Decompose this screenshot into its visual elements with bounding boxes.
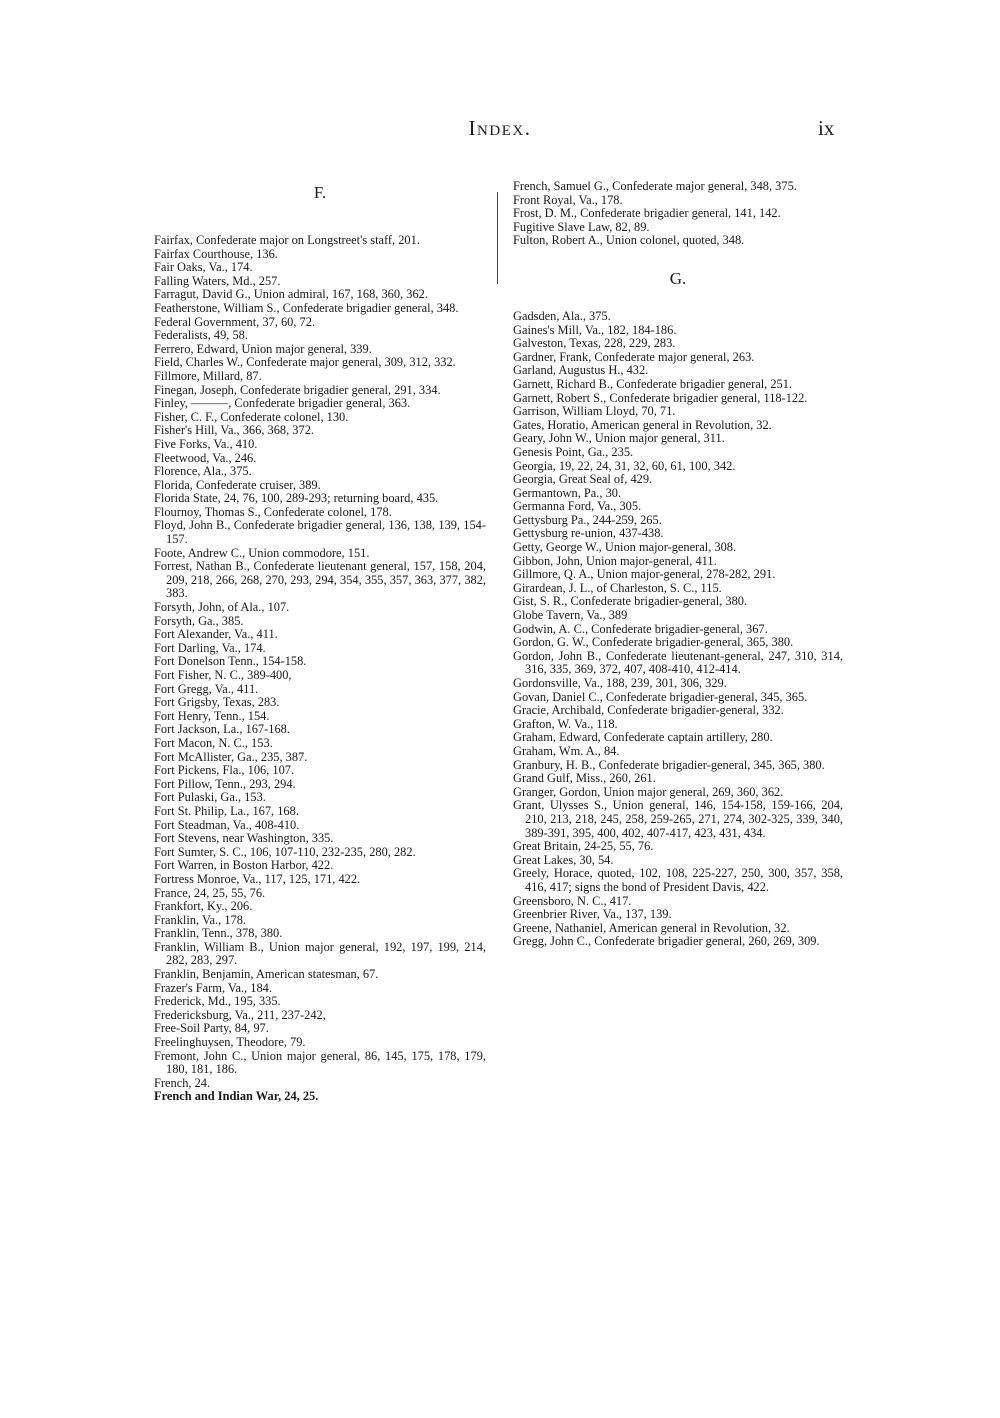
index-entry: Fort Macon, N. C., 153. <box>154 735 273 750</box>
index-entry: Georgia, Great Seal of, 429. <box>513 472 653 487</box>
index-entry: Great Britain, 24-25, 55, 76. <box>513 839 654 854</box>
index-entry: Falling Waters, Md., 257. <box>154 273 281 288</box>
index-entry: Fillmore, Millard, 87. <box>154 368 262 383</box>
index-entry: Garnett, Richard B., Confederate brigadier general, 251. <box>513 376 793 391</box>
index-entry: Grant, Ulysses S., Union general, 146, 154-158, 159-166, 204, 210, 213, 218, 245, 258, 259-265, 271, 274, 302-325, 339, 340, 389-391, 395, 400, 402, 407-417, 423, 431, 434. <box>513 798 843 840</box>
index-entry: Fort Alexander, Va., 411. <box>154 627 278 642</box>
index-entry: Franklin, Va., 178. <box>154 912 247 927</box>
index-entry: Gordonsville, Va., 188, 239, 301, 306, 329. <box>513 676 727 690</box>
page-title: Index. <box>468 116 532 140</box>
index-entry: Five Forks, Va., 410. <box>154 436 258 451</box>
index-entry: Fort McAllister, Ga., 235, 387. <box>154 749 308 764</box>
index-entry: Fairfax, Confederate major on Longstreet's staff, 201. <box>154 233 420 247</box>
index-entry: Greenbrier River, Va., 137, 139. <box>513 907 672 922</box>
index-entry: Gregg, John C., Confederate brigadier general, 260, 269, 309. <box>513 934 820 949</box>
index-entry: Gist, S. R., Confederate brigadier-general, 380. <box>513 594 748 609</box>
letter-heading-f: F. <box>313 183 327 202</box>
index-entry: Freelinghuysen, Theodore, 79. <box>154 1035 306 1050</box>
index-entry: Fort Pickens, Fla., 106, 107. <box>154 763 295 778</box>
index-entry: Granger, Gordon, Union major general, 269, 360, 362. <box>513 784 784 799</box>
index-entry: Great Lakes, 30, 54. <box>513 852 614 867</box>
index-entry: Galveston, Texas, 228, 229, 283. <box>513 336 676 351</box>
index-entry: Frazer's Farm, Va., 184. <box>154 980 272 995</box>
index-entry: Gates, Horatio, American general in Revolution, 32. <box>513 417 772 432</box>
index-entry: Ferrero, Edward, Union major general, 339. <box>154 341 372 356</box>
index-entry: Girardean, J. L., of Charleston, S. C., 115. <box>513 580 722 595</box>
index-entry: Fisher's Hill, Va., 366, 368, 372. <box>154 423 314 438</box>
index-entry: Gibbon, John, Union major-general, 411. <box>513 553 717 568</box>
index-entry: Garrison, William Lloyd, 70, 71. <box>513 404 676 419</box>
index-entry: Graham, Edward, Confederate captain artillery, 280. <box>513 730 773 745</box>
index-entry: Field, Charles W., Confederate major general, 309, 312, 332. <box>154 355 456 370</box>
index-entry: Finley, ———, Confederate brigadier general, 363. <box>154 396 411 411</box>
index-entry: Fugitive Slave Law, 82, 89. <box>513 219 650 234</box>
index-entry: Franklin, Tenn., 378, 380. <box>154 926 283 941</box>
index-entry: Greene, Nathaniel, American general in Revolution, 32. <box>513 920 790 935</box>
index-entry: Fort St. Philip, La., 167, 168. <box>154 803 299 818</box>
index-entry: Granbury, H. B., Confederate brigadier-general, 345, 365, 380. <box>513 757 825 772</box>
index-entry: Featherstone, William S., Confederate brigadier general, 348. <box>154 300 459 315</box>
index-entry: Fort Sumter, S. C., 106, 107-110, 232-235, 280, 282. <box>154 844 416 859</box>
right-entries <box>513 310 843 949</box>
index-entry: Fort Steadman, Va., 408-410. <box>154 817 300 832</box>
index-entry: Flournoy, Thomas S., Confederate colonel, 178. <box>154 504 392 519</box>
index-entry: French, Samuel G., Confederate major general, 348, 375. <box>513 179 797 193</box>
index-entry: Federalists, 49, 58. <box>154 328 248 343</box>
index-entry: Georgia, 19, 22, 24, 31, 32, 60, 61, 100, 342. <box>513 458 736 473</box>
index-entry: Gordon, G. W., Confederate brigadier-general, 365, 380. <box>513 635 794 650</box>
index-entry: Forrest, Nathan B., Confederate lieutenant general, 157, 158, 204, 209, 218, 266, 268, 270, 293, 294, 354, 355, 357, 363, 377, 382, 383. <box>154 559 486 601</box>
index-entry: Gracie, Archibald, Confederate brigadier-general, 332. <box>513 703 784 718</box>
index-entry: Frederick, Md., 195, 335. <box>154 994 281 1009</box>
index-entry: Farragut, David G., Union admiral, 167, 168, 360, 362. <box>154 287 428 302</box>
index-entry: Gadsden, Ala., 375. <box>513 308 611 323</box>
index-entry: Fort Jackson, La., 167-168. <box>154 722 290 737</box>
index-entry: Geary, John W., Union major general, 311. <box>513 431 725 446</box>
index-entry: French and Indian War, 24, 25. <box>154 1089 319 1104</box>
index-entry: Florence, Ala., 375. <box>154 464 252 479</box>
index-entry: Gettysburg re-union, 437-438. <box>513 526 664 541</box>
index-entry: Frankfort, Ky., 206. <box>154 899 253 914</box>
index-entry: Fisher, C. F., Confederate colonel, 130. <box>154 409 349 424</box>
index-entry: Getty, George W., Union major-general, 308. <box>513 540 737 555</box>
index-entry: Garland, Augustus H., 432. <box>513 363 649 378</box>
index-entry: Fort Grigsby, Texas, 283. <box>154 695 280 710</box>
index-entry: Fort Pulaski, Ga., 153. <box>154 790 266 805</box>
index-entry: Greensboro, N. C., 417. <box>513 893 632 908</box>
index-entry: Fort Fisher, N. C., 389-400, <box>154 668 292 682</box>
index-entry: Fort Darling, Va., 174. <box>154 640 266 655</box>
index-entry: Fort Warren, in Boston Harbor, 422. <box>154 858 334 873</box>
index-entry: Fort Pillow, Tenn., 293, 294. <box>154 776 296 791</box>
index-entry: Gaines's Mill, Va., 182, 184-186. <box>513 322 677 337</box>
index-entry: Forsyth, John, of Ala., 107. <box>154 600 290 615</box>
index-entry: Fortress Monroe, Va., 117, 125, 171, 422. <box>154 871 361 886</box>
index-entry: Fort Donelson Tenn., 154-158. <box>154 654 307 669</box>
index-entry: Gordon, John B., Confederate lieutenant-general, 247, 310, 314, 316, 335, 369, 372, 407, 408-410, 412-414. <box>513 648 843 677</box>
index-entry: Free-Soil Party, 84, 97. <box>154 1021 269 1036</box>
index-entry: Foote, Andrew C., Union commodore, 151. <box>154 545 370 560</box>
index-entry: Grafton, W. Va., 118. <box>513 716 618 731</box>
index-entry: Globe Tavern, Va., 389 <box>513 608 628 623</box>
index-entry: Frost, D. M., Confederate brigadier general, 141, 142. <box>513 206 781 221</box>
page-number: ix <box>818 116 835 140</box>
index-entry: Grand Gulf, Miss., 260, 261. <box>513 771 656 786</box>
index-entry: Fort Henry, Tenn., 154. <box>154 708 270 723</box>
index-entry: Garnett, Robert S., Confederate brigadier general, 118-122. <box>513 390 808 405</box>
right-column <box>513 180 843 949</box>
index-entry: Greely, Horace, quoted, 102, 108, 225-227, 250, 300, 357, 358, 416, 417; signs the bond of President Davis, 422. <box>513 866 843 894</box>
index-entry: Fort Stevens, near Washington, 335. <box>154 831 334 846</box>
index-entry: Fleetwood, Va., 246. <box>154 450 257 465</box>
index-entry: Germantown, Pa., 30. <box>513 485 622 500</box>
index-entry: Front Royal, Va., 178. <box>513 192 623 207</box>
index-entry: Florida, Confederate cruiser, 389. <box>154 477 321 492</box>
index-entry: Forsyth, Ga., 385. <box>154 613 244 628</box>
index-entry: Fulton, Robert A., Union colonel, quoted, 348. <box>513 233 745 248</box>
index-entry: Federal Government, 37, 60, 72. <box>154 314 316 329</box>
index-entry: Fairfax Courthouse, 136. <box>154 246 278 261</box>
index-entry: Genesis Point, Ga., 235. <box>513 444 634 459</box>
index-entry: Franklin, Benjamin, American statesman, 67. <box>154 967 379 982</box>
index-entry: Godwin, A. C., Confederate brigadier-general, 367. <box>513 621 768 636</box>
index-entry: Gillmore, Q. A., Union major-general, 278-282, 291. <box>513 567 776 582</box>
index-entry: Floyd, John B., Confederate brigadier general, 136, 138, 139, 154-157. <box>154 518 486 547</box>
index-entry: Graham, Wm. A., 84. <box>513 743 620 758</box>
index-entry: French, 24. <box>154 1075 211 1090</box>
index-entry: Fort Gregg, Va., 411. <box>154 681 259 696</box>
index-entry: Florida State, 24, 76, 100, 289-293; returning board, 435. <box>154 491 439 506</box>
left-entries <box>154 234 486 1104</box>
index-entry: Gardner, Frank, Confederate major general, 263. <box>513 349 755 364</box>
index-entry: Gettysburg Pa., 244-259, 265. <box>513 512 662 527</box>
index-entry: Fremont, John C., Union major general, 86, 145, 175, 178, 179, 180, 181, 186. <box>154 1048 486 1077</box>
left-column <box>154 180 486 1104</box>
index-entry: France, 24, 25, 55, 76. <box>154 885 266 900</box>
right-entries-continued <box>513 180 843 248</box>
index-entry: Fredericksburg, Va., 211, 237-242, <box>154 1007 326 1022</box>
index-entry: Govan, Daniel C., Confederate brigadier-general, 345, 365. <box>513 689 808 704</box>
index-entry: Germanna Ford, Va., 305. <box>513 499 642 514</box>
column-divider <box>497 192 498 284</box>
index-entry: Fair Oaks, Va., 174. <box>154 260 253 275</box>
index-entry: Franklin, William B., Union major general, 192, 197, 199, 214, 282, 283, 297. <box>154 939 486 968</box>
index-entry: Finegan, Joseph, Confederate brigadier general, 291, 334. <box>154 382 441 397</box>
letter-heading-g: G. <box>669 268 687 288</box>
